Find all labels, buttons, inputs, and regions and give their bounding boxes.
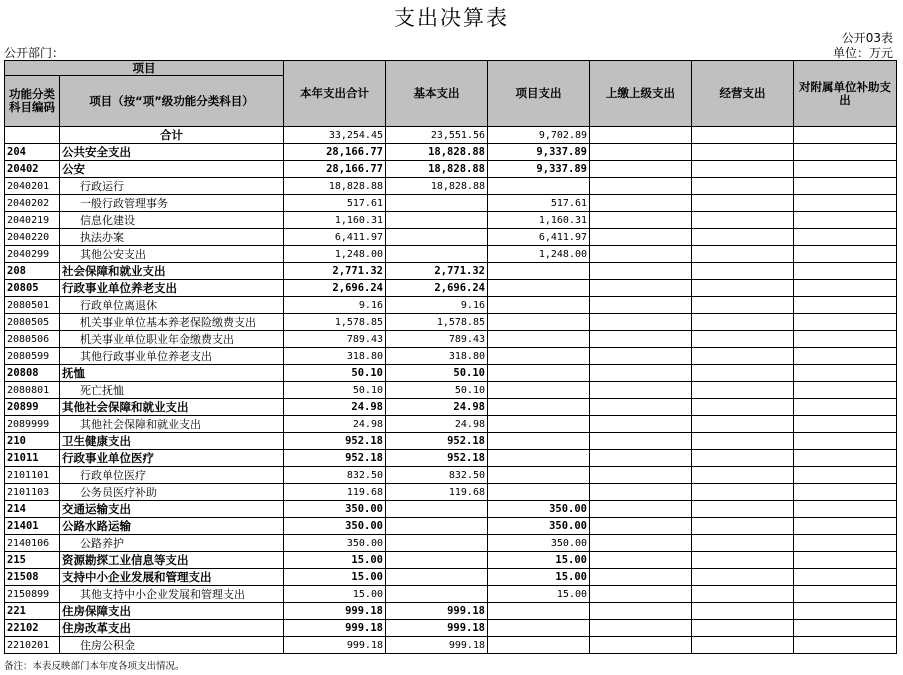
subsidy-cell — [794, 586, 897, 603]
code-cell: 2080506 — [5, 331, 60, 348]
subsidy-cell — [794, 382, 897, 399]
basic-cell — [386, 586, 488, 603]
basic-cell — [386, 552, 488, 569]
upper-cell — [590, 484, 692, 501]
basic-cell: 952.18 — [386, 433, 488, 450]
upper-cell — [590, 144, 692, 161]
basic-cell — [386, 212, 488, 229]
code-cell: 210 — [5, 433, 60, 450]
table-row — [5, 552, 897, 569]
name-cell: 机关事业单位基本养老保险缴费支出 — [60, 314, 284, 331]
code-cell: 2040299 — [5, 246, 60, 263]
name-cell: 公安 — [60, 161, 284, 178]
upper-cell — [590, 603, 692, 620]
table-row — [5, 382, 897, 399]
basic-cell: 9.16 — [386, 297, 488, 314]
basic-cell: 50.10 — [386, 365, 488, 382]
name-cell: 一般行政管理事务 — [60, 195, 284, 212]
basic-cell: 18,828.88 — [386, 144, 488, 161]
name-cell: 行政运行 — [60, 178, 284, 195]
name-cell: 行政事业单位养老支出 — [60, 280, 284, 297]
subsidy-cell — [794, 535, 897, 552]
total-cell: 50.10 — [284, 382, 386, 399]
code-cell: 208 — [5, 263, 60, 280]
expenditure-table — [4, 60, 897, 654]
name-cell: 公务员医疗补助 — [60, 484, 284, 501]
code-cell: 21011 — [5, 450, 60, 467]
project-cell — [488, 450, 590, 467]
project-cell: 9,702.89 — [488, 127, 590, 144]
table-body — [5, 127, 897, 654]
header-code: 功能分类科目编码 — [5, 76, 60, 127]
total-cell: 15.00 — [284, 586, 386, 603]
department-label: 公开部门： — [4, 46, 65, 60]
basic-cell — [386, 195, 488, 212]
upper-cell — [590, 331, 692, 348]
code-cell: 20899 — [5, 399, 60, 416]
basic-cell: 1,578.85 — [386, 314, 488, 331]
project-cell — [488, 399, 590, 416]
subsidy-cell — [794, 569, 897, 586]
total-cell: 24.98 — [284, 399, 386, 416]
header-basic: 基本支出 — [386, 61, 488, 127]
total-cell: 15.00 — [284, 569, 386, 586]
code-cell: 22102 — [5, 620, 60, 637]
name-cell: 交通运输支出 — [60, 501, 284, 518]
basic-cell: 18,828.88 — [386, 161, 488, 178]
total-cell: 50.10 — [284, 365, 386, 382]
table-row — [5, 348, 897, 365]
name-cell: 卫生健康支出 — [60, 433, 284, 450]
business-cell — [692, 246, 794, 263]
name-cell: 死亡抚恤 — [60, 382, 284, 399]
subsidy-cell — [794, 467, 897, 484]
subsidy-cell — [794, 433, 897, 450]
project-cell: 15.00 — [488, 586, 590, 603]
project-cell — [488, 297, 590, 314]
business-cell — [692, 484, 794, 501]
table-row — [5, 161, 897, 178]
upper-cell — [590, 382, 692, 399]
business-cell — [692, 467, 794, 484]
upper-cell — [590, 127, 692, 144]
header-total: 本年支出合计 — [284, 61, 386, 127]
code-cell: 20805 — [5, 280, 60, 297]
basic-cell — [386, 518, 488, 535]
business-cell — [692, 518, 794, 535]
code-cell: 20808 — [5, 365, 60, 382]
total-cell: 999.18 — [284, 603, 386, 620]
code-cell: 2210201 — [5, 637, 60, 654]
project-cell: 15.00 — [488, 569, 590, 586]
header-business: 经营支出 — [692, 61, 794, 127]
code-cell: 2040201 — [5, 178, 60, 195]
table-row — [5, 586, 897, 603]
table-row — [5, 212, 897, 229]
subsidy-cell — [794, 637, 897, 654]
subsidy-cell — [794, 314, 897, 331]
table-row — [5, 246, 897, 263]
project-cell — [488, 433, 590, 450]
project-cell — [488, 365, 590, 382]
name-cell: 公路水路运输 — [60, 518, 284, 535]
name-cell: 住房公积金 — [60, 637, 284, 654]
basic-cell — [386, 501, 488, 518]
table-row — [5, 467, 897, 484]
subsidy-cell — [794, 280, 897, 297]
total-cell: 1,160.31 — [284, 212, 386, 229]
footer-note: 备注：本表反映部门本年度各项支出情况。 — [4, 661, 185, 672]
upper-cell — [590, 620, 692, 637]
business-cell — [692, 569, 794, 586]
project-cell: 517.61 — [488, 195, 590, 212]
table-row — [5, 569, 897, 586]
table-row — [5, 518, 897, 535]
code-cell: 2101101 — [5, 467, 60, 484]
table-row — [5, 178, 897, 195]
total-cell: 28,166.77 — [284, 144, 386, 161]
name-cell: 其他支持中小企业发展和管理支出 — [60, 586, 284, 603]
subsidy-cell — [794, 161, 897, 178]
business-cell — [692, 314, 794, 331]
project-cell — [488, 484, 590, 501]
business-cell — [692, 195, 794, 212]
subsidy-cell — [794, 450, 897, 467]
total-cell: 350.00 — [284, 501, 386, 518]
basic-cell: 318.80 — [386, 348, 488, 365]
basic-cell: 50.10 — [386, 382, 488, 399]
total-cell: 2,696.24 — [284, 280, 386, 297]
total-cell: 28,166.77 — [284, 161, 386, 178]
subsidy-cell — [794, 195, 897, 212]
total-cell: 1,248.00 — [284, 246, 386, 263]
total-cell: 832.50 — [284, 467, 386, 484]
project-cell: 9,337.89 — [488, 144, 590, 161]
project-cell — [488, 280, 590, 297]
basic-cell: 23,551.56 — [386, 127, 488, 144]
code-cell: 204 — [5, 144, 60, 161]
upper-cell — [590, 399, 692, 416]
name-cell: 资源勘探工业信息等支出 — [60, 552, 284, 569]
total-cell: 952.18 — [284, 433, 386, 450]
code-cell: 2150899 — [5, 586, 60, 603]
code-cell: 221 — [5, 603, 60, 620]
code-cell: 214 — [5, 501, 60, 518]
business-cell — [692, 620, 794, 637]
total-cell: 15.00 — [284, 552, 386, 569]
business-cell — [692, 297, 794, 314]
project-cell — [488, 467, 590, 484]
project-cell — [488, 263, 590, 280]
name-cell: 行政事业单位医疗 — [60, 450, 284, 467]
total-cell: 24.98 — [284, 416, 386, 433]
name-cell: 住房改革支出 — [60, 620, 284, 637]
business-cell — [692, 416, 794, 433]
subsidy-cell — [794, 603, 897, 620]
basic-cell — [386, 246, 488, 263]
name-cell: 合计 — [60, 127, 284, 144]
project-cell — [488, 348, 590, 365]
basic-cell: 18,828.88 — [386, 178, 488, 195]
business-cell — [692, 552, 794, 569]
business-cell — [692, 127, 794, 144]
table-row — [5, 484, 897, 501]
code-cell: 2040202 — [5, 195, 60, 212]
name-cell: 行政单位离退休 — [60, 297, 284, 314]
name-cell: 抚恤 — [60, 365, 284, 382]
project-cell — [488, 603, 590, 620]
total-cell: 789.43 — [284, 331, 386, 348]
subsidy-cell — [794, 416, 897, 433]
name-cell: 其他社会保障和就业支出 — [60, 416, 284, 433]
upper-cell — [590, 450, 692, 467]
name-cell: 公路养护 — [60, 535, 284, 552]
business-cell — [692, 399, 794, 416]
business-cell — [692, 603, 794, 620]
upper-cell — [590, 365, 692, 382]
code-cell: 2089999 — [5, 416, 60, 433]
business-cell — [692, 144, 794, 161]
code-cell: 2040220 — [5, 229, 60, 246]
name-cell: 其他行政事业单位养老支出 — [60, 348, 284, 365]
upper-cell — [590, 314, 692, 331]
subsidy-cell — [794, 399, 897, 416]
business-cell — [692, 382, 794, 399]
table-row — [5, 229, 897, 246]
name-cell: 其他社会保障和就业支出 — [60, 399, 284, 416]
code-cell: 2140106 — [5, 535, 60, 552]
upper-cell — [590, 178, 692, 195]
subsidy-cell — [794, 127, 897, 144]
project-cell: 15.00 — [488, 552, 590, 569]
subsidy-cell — [794, 552, 897, 569]
subsidy-cell — [794, 620, 897, 637]
upper-cell — [590, 586, 692, 603]
project-cell — [488, 620, 590, 637]
project-cell: 350.00 — [488, 501, 590, 518]
project-cell — [488, 314, 590, 331]
upper-cell — [590, 535, 692, 552]
code-cell: 2040219 — [5, 212, 60, 229]
upper-cell — [590, 569, 692, 586]
business-cell — [692, 365, 794, 382]
name-cell: 公共安全支出 — [60, 144, 284, 161]
basic-cell: 999.18 — [386, 620, 488, 637]
subsidy-cell — [794, 229, 897, 246]
project-cell — [488, 331, 590, 348]
table-row — [5, 433, 897, 450]
header-project: 项目支出 — [488, 61, 590, 127]
code-cell: 2101103 — [5, 484, 60, 501]
basic-cell: 999.18 — [386, 637, 488, 654]
upper-cell — [590, 229, 692, 246]
total-cell: 318.80 — [284, 348, 386, 365]
table-row — [5, 314, 897, 331]
basic-cell: 119.68 — [386, 484, 488, 501]
business-cell — [692, 229, 794, 246]
code-cell — [5, 127, 60, 144]
subsidy-cell — [794, 518, 897, 535]
upper-cell — [590, 280, 692, 297]
header-group-project: 项目 — [5, 61, 284, 76]
subsidy-cell — [794, 246, 897, 263]
table-row — [5, 280, 897, 297]
code-cell: 2080801 — [5, 382, 60, 399]
total-cell: 33,254.45 — [284, 127, 386, 144]
name-cell: 执法办案 — [60, 229, 284, 246]
code-cell: 20402 — [5, 161, 60, 178]
code-cell: 2080599 — [5, 348, 60, 365]
total-cell: 2,771.32 — [284, 263, 386, 280]
code-cell: 21401 — [5, 518, 60, 535]
subsidy-cell — [794, 263, 897, 280]
table-row — [5, 450, 897, 467]
table-row — [5, 144, 897, 161]
total-cell: 350.00 — [284, 535, 386, 552]
business-cell — [692, 433, 794, 450]
upper-cell — [590, 518, 692, 535]
total-cell: 999.18 — [284, 620, 386, 637]
table-row — [5, 637, 897, 654]
table-row — [5, 263, 897, 280]
basic-cell: 789.43 — [386, 331, 488, 348]
header-name: 项目（按“项”级功能分类科目） — [60, 76, 284, 127]
subsidy-cell — [794, 331, 897, 348]
upper-cell — [590, 433, 692, 450]
subsidy-cell — [794, 501, 897, 518]
page-title: 支出决算表 — [394, 6, 509, 30]
table-row — [5, 399, 897, 416]
code-cell: 2080501 — [5, 297, 60, 314]
basic-cell: 832.50 — [386, 467, 488, 484]
business-cell — [692, 178, 794, 195]
upper-cell — [590, 297, 692, 314]
name-cell: 机关事业单位职业年金缴费支出 — [60, 331, 284, 348]
code-cell: 21508 — [5, 569, 60, 586]
table-row — [5, 331, 897, 348]
basic-cell: 999.18 — [386, 603, 488, 620]
name-cell: 信息化建设 — [60, 212, 284, 229]
table-row — [5, 416, 897, 433]
total-cell: 9.16 — [284, 297, 386, 314]
project-cell: 1,160.31 — [488, 212, 590, 229]
basic-cell: 24.98 — [386, 399, 488, 416]
header-subsidy: 对附属单位补助支出 — [794, 61, 897, 127]
project-cell: 1,248.00 — [488, 246, 590, 263]
table-row — [5, 195, 897, 212]
basic-cell — [386, 569, 488, 586]
subsidy-cell — [794, 178, 897, 195]
total-cell: 999.18 — [284, 637, 386, 654]
project-cell: 9,337.89 — [488, 161, 590, 178]
upper-cell — [590, 637, 692, 654]
total-cell: 952.18 — [284, 450, 386, 467]
table-row — [5, 535, 897, 552]
name-cell: 支持中小企业发展和管理支出 — [60, 569, 284, 586]
business-cell — [692, 161, 794, 178]
business-cell — [692, 212, 794, 229]
total-cell: 6,411.97 — [284, 229, 386, 246]
project-cell — [488, 178, 590, 195]
subsidy-cell — [794, 212, 897, 229]
code-cell: 2080505 — [5, 314, 60, 331]
name-cell: 其他公安支出 — [60, 246, 284, 263]
name-cell: 住房保障支出 — [60, 603, 284, 620]
business-cell — [692, 535, 794, 552]
total-cell: 119.68 — [284, 484, 386, 501]
total-cell: 517.61 — [284, 195, 386, 212]
upper-cell — [590, 467, 692, 484]
table-row — [5, 603, 897, 620]
table-row — [5, 297, 897, 314]
business-cell — [692, 280, 794, 297]
subsidy-cell — [794, 144, 897, 161]
upper-cell — [590, 246, 692, 263]
subsidy-cell — [794, 348, 897, 365]
basic-cell: 2,771.32 — [386, 263, 488, 280]
project-cell — [488, 416, 590, 433]
name-cell: 社会保障和就业支出 — [60, 263, 284, 280]
unit-label: 单位：万元 — [832, 46, 893, 60]
upper-cell — [590, 161, 692, 178]
subsidy-cell — [794, 297, 897, 314]
name-cell: 行政单位医疗 — [60, 467, 284, 484]
business-cell — [692, 501, 794, 518]
upper-cell — [590, 212, 692, 229]
upper-cell — [590, 552, 692, 569]
table-row — [5, 620, 897, 637]
header-upper: 上缴上级支出 — [590, 61, 692, 127]
business-cell — [692, 450, 794, 467]
project-cell: 350.00 — [488, 518, 590, 535]
upper-cell — [590, 348, 692, 365]
project-cell: 350.00 — [488, 535, 590, 552]
business-cell — [692, 263, 794, 280]
table-row — [5, 127, 897, 144]
form-number: 公开03表 — [841, 31, 893, 45]
basic-cell — [386, 535, 488, 552]
subsidy-cell — [794, 365, 897, 382]
basic-cell: 952.18 — [386, 450, 488, 467]
subsidy-cell — [794, 484, 897, 501]
upper-cell — [590, 416, 692, 433]
upper-cell — [590, 263, 692, 280]
business-cell — [692, 586, 794, 603]
upper-cell — [590, 501, 692, 518]
table-row — [5, 501, 897, 518]
basic-cell: 24.98 — [386, 416, 488, 433]
business-cell — [692, 348, 794, 365]
business-cell — [692, 637, 794, 654]
total-cell: 350.00 — [284, 518, 386, 535]
upper-cell — [590, 195, 692, 212]
code-cell: 215 — [5, 552, 60, 569]
project-cell — [488, 637, 590, 654]
basic-cell — [386, 229, 488, 246]
table-row — [5, 365, 897, 382]
project-cell — [488, 382, 590, 399]
project-cell: 6,411.97 — [488, 229, 590, 246]
total-cell: 1,578.85 — [284, 314, 386, 331]
basic-cell: 2,696.24 — [386, 280, 488, 297]
total-cell: 18,828.88 — [284, 178, 386, 195]
business-cell — [692, 331, 794, 348]
